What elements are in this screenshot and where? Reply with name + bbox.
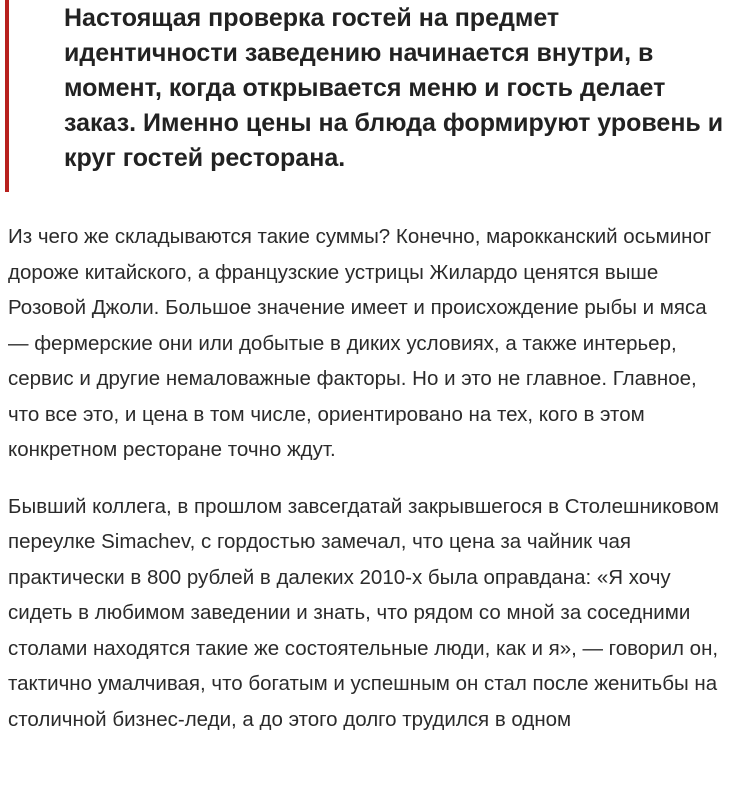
pull-quote-text: Настоящая проверка гостей на предмет идентичности заведению начинается внутри, в момент, когда открывается меню и гость делает заказ. Именно цены на блюда формируют уровень и круг гостей ресторана. [64,4,724,172]
quote-accent-bar [5,0,9,192]
pull-quote [0,0,730,194]
article-paragraph-1: Из чего же складываются такие суммы? Конечно, марокканский осьминог дороже китайского, а французские устрицы Жилардо ценятся выше Розовой Джоли. Большое значение имеет и происхождение рыбы и мяса — фермерские они или добытые в диких условиях, а также интерьер, сервис и другие немаловажные факторы. Но и это не главное. Главное, что все это, и цена в том числе, ориентировано на тех, кого в этом конкретном ресторане точно ждут. [8,225,712,461]
article-paragraph-2: Бывший коллега, в прошлом завсегдатай закрывшегося в Столешниковом переулке Simachev, с гордостью замечал, что цена за чайник чая практически в 800 рублей в далеких 2010-х была оправдана: «Я хочу сидеть в любимом заведении и знать, что рядом со мной за соседними столами находятся такие же состоятельные люди, как и я», — говорил он, тактично умалчивая, что богатым и успешным он стал после женитьбы на столичной бизнес-леди, а до этого долго трудился в одном [8,494,719,731]
article-body [8,219,728,758]
